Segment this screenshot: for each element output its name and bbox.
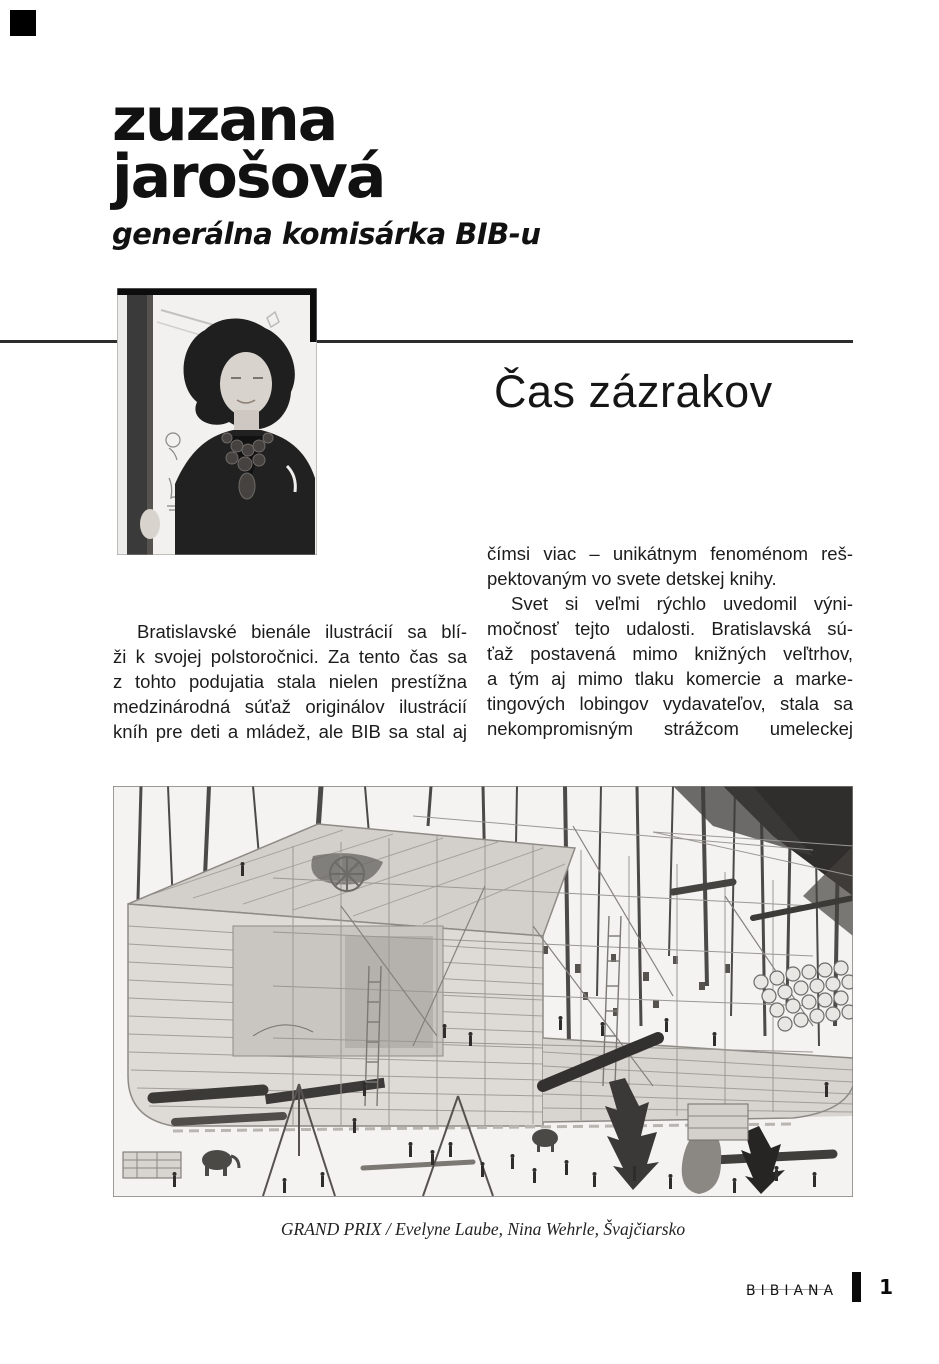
portrait-photo xyxy=(117,288,317,555)
body-column-right xyxy=(487,541,853,741)
body-column-left xyxy=(113,619,467,744)
grand-prix-illustration xyxy=(113,786,853,1197)
bibiana-logo: BIBIANA xyxy=(746,1275,838,1299)
body-text-line: a tým aj mimo tlaku komercie a marke- xyxy=(487,668,853,689)
ark-illustration xyxy=(113,786,853,1197)
body-text-line: z tohto podujatia stala nielen prestížna xyxy=(113,671,467,692)
body-text-line: Svet si veľmi rýchlo uvedomil výni- xyxy=(511,593,853,614)
wheel xyxy=(330,857,364,891)
author-name-line1: zuzana xyxy=(112,85,337,155)
body-text-line: Bratislavské bienále ilustrácií sa blí- xyxy=(137,621,467,642)
body-text-line: medzinárodná súťaž originálov ilustrácií xyxy=(113,696,467,717)
body-text-line: močnosť tejto udalosti. Bratislavská sú- xyxy=(487,618,853,639)
body-text-line: pektovaným vo svete detskej knihy. xyxy=(487,568,777,589)
footer-bar xyxy=(852,1272,861,1302)
page-number: 1 xyxy=(879,1275,893,1299)
author-role: generálna komisárka BIB-u xyxy=(112,217,541,251)
body-text-line: čímsi viac – unikátnym fenoménom reš- xyxy=(487,543,853,564)
author-name xyxy=(112,85,540,212)
corner-crop-mark xyxy=(10,10,36,36)
figure-caption: GRAND PRIX / Evelyne Laube, Nina Wehrle, Švajčiarsko xyxy=(280,1219,686,1239)
article-title: Čas zázrakov xyxy=(494,366,773,417)
body-text-line: ťaž postavená mimo knižných veľtrhov, xyxy=(487,643,853,664)
author-name-line2: jarošová xyxy=(112,142,385,212)
body-text-line: kníh pre deti a mládež, ale BIB sa stal aj xyxy=(113,721,467,742)
footer xyxy=(746,1272,893,1302)
portrait-photo-image xyxy=(117,288,317,555)
body-text-line: tingových lobingov vydavateľov, stala sa xyxy=(487,693,853,714)
author-block xyxy=(112,85,541,251)
body-text-line: nekompromisným strážcom umeleckej xyxy=(487,718,853,739)
body-text-line: ži k svojej polstoročnici. Za tento čas sa xyxy=(113,646,467,667)
